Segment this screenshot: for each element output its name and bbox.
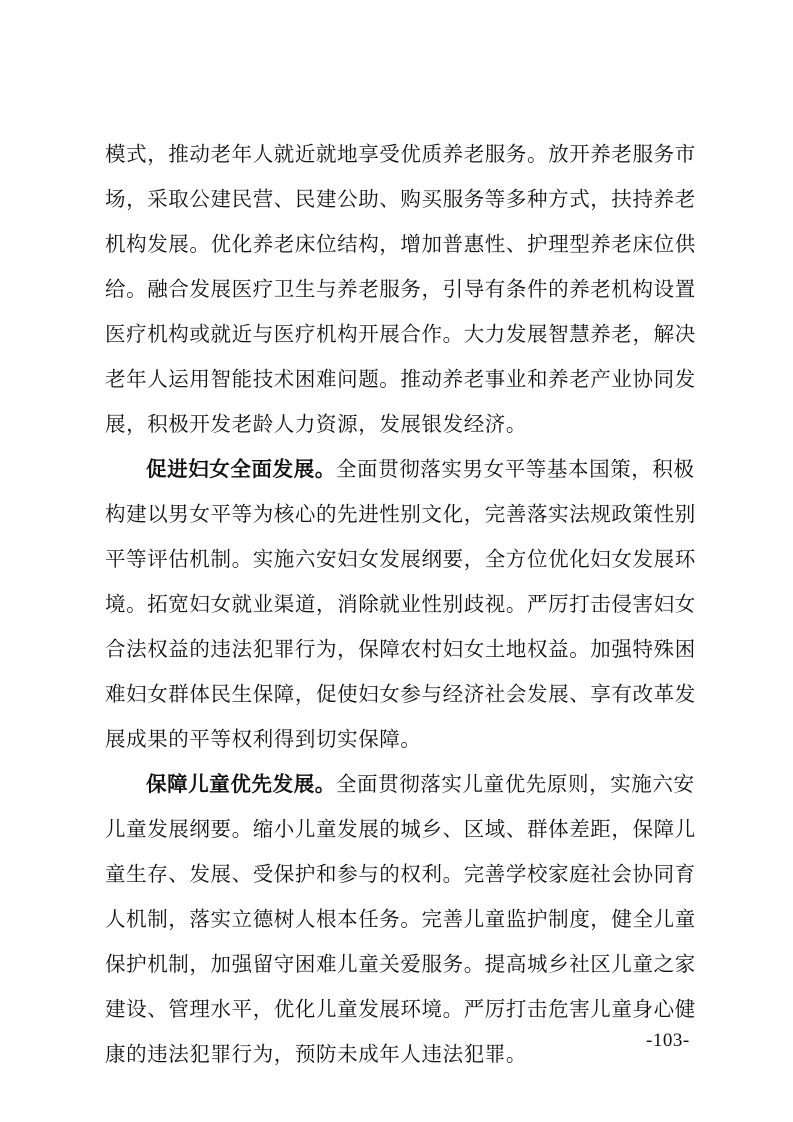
- body-text-line: 展，积极开发老龄人力资源，发展银发经济。: [105, 412, 527, 436]
- body-text-line: 康的违法犯罪行为，预防未成年人违法犯罪。: [105, 1042, 527, 1066]
- paragraph-first-line: [146, 454, 695, 484]
- body-text-line: 人机制，落实立德树人根本任务。完善儿童监护制度，健全儿童: [105, 907, 696, 931]
- section-heading: 促进妇女全面发展。: [146, 457, 336, 481]
- body-text-line: 难妇女群体民生保障，促使妇女参与经济社会发展、享有改革发: [105, 682, 696, 706]
- body-text-line: 展成果的平等权利得到切实保障。: [105, 727, 422, 751]
- paragraph-first-line: [146, 769, 695, 799]
- body-text-line: 场，采取公建民营、民建公助、购买服务等多种方式，扶持养老: [105, 187, 696, 211]
- body-text-line: 境。拓宽妇女就业渠道，消除就业性别歧视。严厉打击侵害妇女: [105, 592, 696, 616]
- body-text: 全面贯彻落实儿童优先原则，实施六安: [335, 772, 695, 796]
- body-text-line: 构建以男女平等为核心的先进性别文化，完善落实法规政策性别: [105, 502, 696, 526]
- page-number: -103-: [646, 1030, 690, 1051]
- body-text-line: 机构发展。优化养老床位结构，增加普惠性、护理型养老床位供: [105, 232, 696, 256]
- body-text-line: 建设、管理水平，优化儿童发展环境。严厉打击危害儿童身心健: [105, 997, 696, 1021]
- section-heading: 保障儿童优先发展。: [146, 772, 336, 796]
- body-text-line: 老年人运用智能技术困难问题。推动养老事业和养老产业协同发: [105, 367, 696, 391]
- body-text-line: 医疗机构或就近与医疗机构开展合作。大力发展智慧养老，解决: [105, 322, 696, 346]
- body-text-line: 平等评估机制。实施六安妇女发展纲要，全方位优化妇女发展环: [105, 547, 696, 571]
- body-text-line: 童生存、发展、受保护和参与的权利。完善学校家庭社会协同育: [105, 862, 696, 886]
- body-text-line: 合法权益的违法犯罪行为，保障农村妇女土地权益。加强特殊困: [105, 637, 696, 661]
- body-text-line: 保护机制，加强留守困难儿童关爱服务。提高城乡社区儿童之家: [105, 952, 696, 976]
- body-text-line: 儿童发展纲要。缩小儿童发展的城乡、区域、群体差距，保障儿: [105, 817, 696, 841]
- body-text-line: 给。融合发展医疗卫生与养老服务，引导有条件的养老机构设置: [105, 277, 696, 301]
- body-text-line: 模式，推动老年人就近就地享受优质养老服务。放开养老服务市: [105, 142, 696, 166]
- body-text: 全面贯彻落实男女平等基本国策，积极: [335, 457, 695, 481]
